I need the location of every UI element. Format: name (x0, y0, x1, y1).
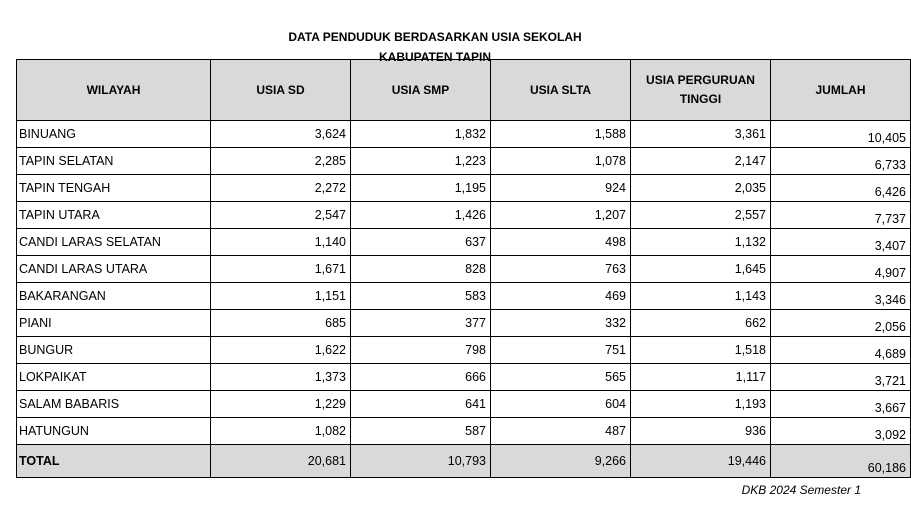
value-cell: 604 (491, 391, 631, 418)
title-block (0, 0, 870, 64)
value-cell: 2,147 (631, 148, 771, 175)
value-cell: 487 (491, 418, 631, 445)
table-row (17, 391, 911, 418)
value-cell: 1,195 (351, 175, 491, 202)
value-cell: 685 (211, 310, 351, 337)
value-cell: 7,737 (771, 202, 911, 229)
value-cell: 1,645 (631, 256, 771, 283)
value-cell: 1,078 (491, 148, 631, 175)
region-cell: BUNGUR (17, 337, 211, 364)
region-cell: SALAM BABARIS (17, 391, 211, 418)
table-subtitle: KABUPATEN TAPIN (379, 50, 491, 64)
value-cell: 498 (491, 229, 631, 256)
value-cell: 2,272 (211, 175, 351, 202)
value-cell: 662 (631, 310, 771, 337)
region-cell: CANDI LARAS SELATAN (17, 229, 211, 256)
table-row (17, 283, 911, 310)
table-title: DATA PENDUDUK BERDASARKAN USIA SEKOLAH (288, 30, 582, 44)
value-cell: 60,186 (771, 445, 911, 478)
value-cell: 828 (351, 256, 491, 283)
value-cell: 565 (491, 364, 631, 391)
value-cell: 583 (351, 283, 491, 310)
value-cell: 3,361 (631, 121, 771, 148)
value-cell: 1,426 (351, 202, 491, 229)
value-cell: 1,671 (211, 256, 351, 283)
value-cell: 3,667 (771, 391, 911, 418)
value-cell: 10,405 (771, 121, 911, 148)
value-cell: 763 (491, 256, 631, 283)
value-cell: 1,117 (631, 364, 771, 391)
value-cell: 1,132 (631, 229, 771, 256)
value-cell: 3,721 (771, 364, 911, 391)
table-wrapper (16, 59, 906, 498)
value-cell: 1,588 (491, 121, 631, 148)
column-header: USIA SLTA (491, 60, 631, 121)
value-cell: 377 (351, 310, 491, 337)
value-cell: 1,518 (631, 337, 771, 364)
table-row (17, 121, 911, 148)
table-row (17, 364, 911, 391)
value-cell: 3,346 (771, 283, 911, 310)
value-cell: 1,140 (211, 229, 351, 256)
value-cell: 936 (631, 418, 771, 445)
value-cell: 1,151 (211, 283, 351, 310)
value-cell: 3,624 (211, 121, 351, 148)
region-cell: LOKPAIKAT (17, 364, 211, 391)
value-cell: 1,193 (631, 391, 771, 418)
value-cell: 6,733 (771, 148, 911, 175)
value-cell: 3,407 (771, 229, 911, 256)
value-cell: 19,446 (631, 445, 771, 478)
value-cell: 1,832 (351, 121, 491, 148)
value-cell: 469 (491, 283, 631, 310)
value-cell: 9,266 (491, 445, 631, 478)
table-row (17, 418, 911, 445)
column-header: JUMLAH (771, 60, 911, 121)
table-row (17, 310, 911, 337)
value-cell: 20,681 (211, 445, 351, 478)
value-cell: 1,229 (211, 391, 351, 418)
table-row (17, 148, 911, 175)
table-row (17, 229, 911, 256)
value-cell: 1,622 (211, 337, 351, 364)
source-note: DKB 2024 Semester 1 (741, 483, 861, 497)
value-cell: 587 (351, 418, 491, 445)
total-row (17, 445, 911, 478)
region-cell: PIANI (17, 310, 211, 337)
region-cell: TOTAL (17, 445, 211, 478)
column-header: WILAYAH (17, 60, 211, 121)
region-cell: BINUANG (17, 121, 211, 148)
column-header: USIA PERGURUAN TINGGI (631, 60, 771, 121)
region-cell: TAPIN TENGAH (17, 175, 211, 202)
value-cell: 2,547 (211, 202, 351, 229)
region-cell: CANDI LARAS UTARA (17, 256, 211, 283)
value-cell: 1,373 (211, 364, 351, 391)
value-cell: 2,035 (631, 175, 771, 202)
region-cell: BAKARANGAN (17, 283, 211, 310)
value-cell: 4,907 (771, 256, 911, 283)
value-cell: 637 (351, 229, 491, 256)
value-cell: 2,285 (211, 148, 351, 175)
value-cell: 666 (351, 364, 491, 391)
value-cell: 2,056 (771, 310, 911, 337)
region-cell: HATUNGUN (17, 418, 211, 445)
table-row (17, 256, 911, 283)
header-row (17, 60, 911, 121)
value-cell: 924 (491, 175, 631, 202)
value-cell: 3,092 (771, 418, 911, 445)
region-cell: TAPIN UTARA (17, 202, 211, 229)
value-cell: 10,793 (351, 445, 491, 478)
value-cell: 641 (351, 391, 491, 418)
value-cell: 798 (351, 337, 491, 364)
value-cell: 1,143 (631, 283, 771, 310)
population-table (16, 59, 911, 478)
table-row (17, 202, 911, 229)
column-header: USIA SD (211, 60, 351, 121)
region-cell: TAPIN SELATAN (17, 148, 211, 175)
table-row (17, 337, 911, 364)
value-cell: 1,082 (211, 418, 351, 445)
value-cell: 4,689 (771, 337, 911, 364)
value-cell: 332 (491, 310, 631, 337)
table-row (17, 175, 911, 202)
value-cell: 6,426 (771, 175, 911, 202)
value-cell: 751 (491, 337, 631, 364)
value-cell: 1,207 (491, 202, 631, 229)
value-cell: 2,557 (631, 202, 771, 229)
column-header: USIA SMP (351, 60, 491, 121)
value-cell: 1,223 (351, 148, 491, 175)
